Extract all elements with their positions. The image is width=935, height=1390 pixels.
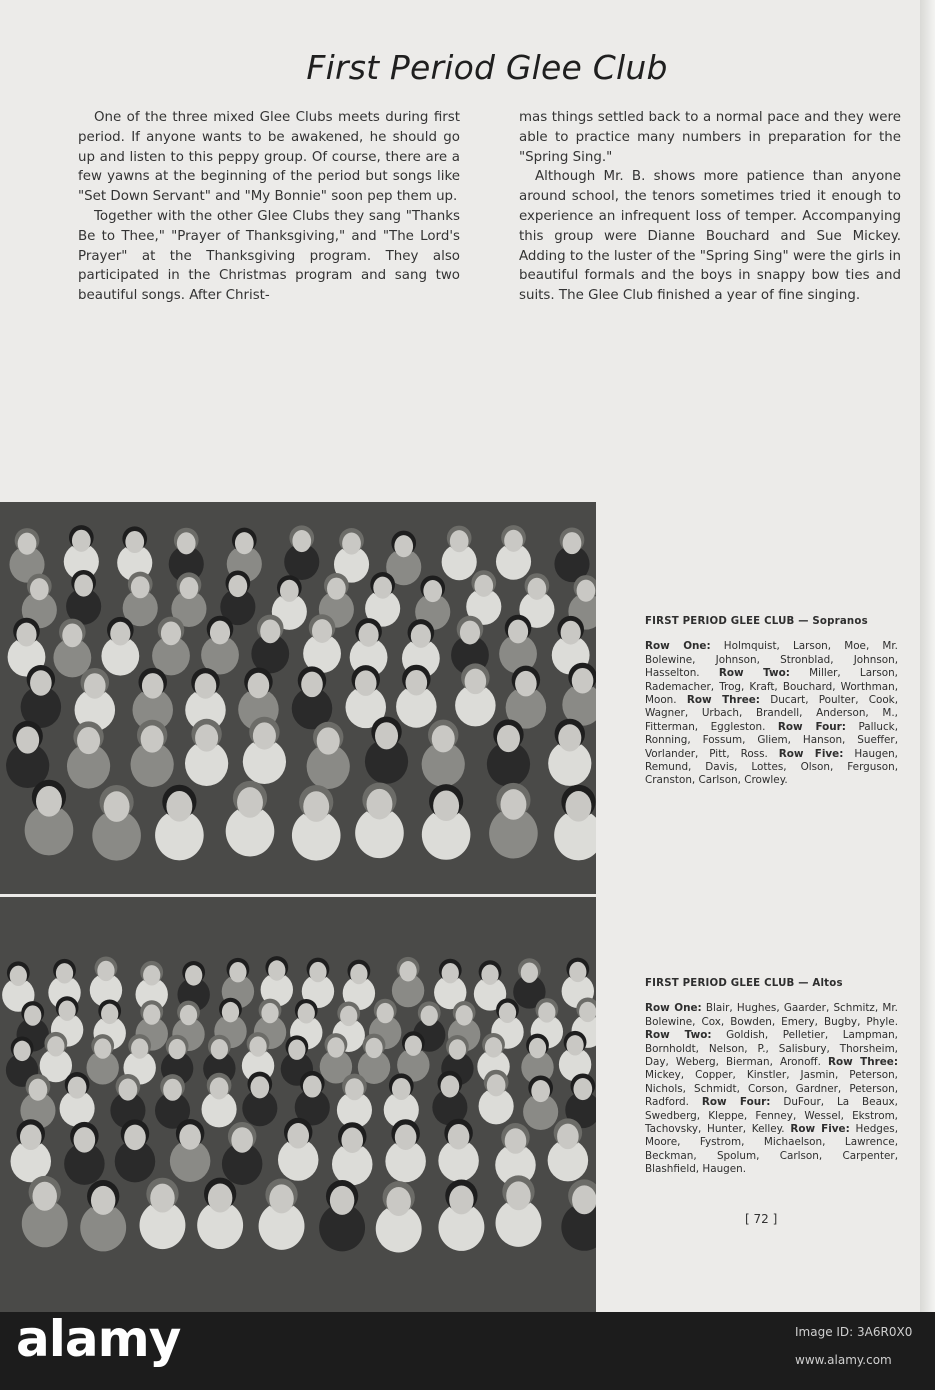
figure-face	[222, 1002, 239, 1022]
figure-face	[269, 1184, 293, 1213]
figure-face	[505, 1128, 527, 1154]
row-label: Row Three:	[828, 1056, 898, 1069]
figure-face	[538, 1002, 555, 1022]
watermark-image-id: Image ID: 3A6R0X0	[795, 1325, 913, 1339]
figure-face	[161, 621, 181, 645]
figure-face	[558, 724, 581, 751]
watermark-logo: alamy	[16, 1310, 181, 1368]
row-label: Row Five:	[778, 747, 844, 760]
figure-face	[13, 1041, 30, 1061]
figure-face	[399, 961, 416, 981]
body-column-right	[519, 108, 901, 306]
row-label: Row Three:	[686, 694, 760, 707]
caption-heading: FIRST PERIOD GLEE CLUB — Altos	[645, 978, 843, 989]
paragraph: Together with the other Glee Clubs they sang "Thanks Be to Thee," "Prayer of Thanksgiving," and "The Lord's Prayer" at the Thanksgiving program. They also participated in the Christmas program and sang two beautiful songs. After Christ-	[78, 208, 460, 304]
figure-face	[229, 575, 248, 597]
figure-face	[280, 580, 299, 602]
figure-face	[288, 1040, 305, 1060]
figure-face	[327, 1037, 344, 1057]
figure-face	[355, 670, 377, 696]
figure-face	[499, 1003, 516, 1023]
caption-altos	[645, 977, 898, 1177]
paragraph: Although Mr. B. shows more patience than anyone around school, the tenors sometimes tried it enough to experience an infrequent loss of temper. Accompanying this group were Dianne Bouchard and Sue Mickey. Adding to the luster of the "Spring Sing" were the girls in beautiful formals and the boys in snappy bow ties and suits. The Glee Club finished a year of fine singing.	[519, 169, 901, 304]
row-names: DuFour, La Beaux, Swedberg, Kleppe, Fenney, Wessel, Ekstrom, Tachovsky, Hunter, Kelley.	[645, 1096, 898, 1136]
figure-face	[180, 1005, 197, 1025]
figure-face	[131, 576, 150, 598]
figure-face	[125, 531, 144, 553]
figure-face	[506, 1181, 530, 1210]
figure-face	[74, 575, 93, 597]
figure-face	[142, 673, 164, 699]
figure-face	[441, 1075, 460, 1097]
figure-face	[375, 722, 398, 749]
watermark-url: www.alamy.com	[795, 1353, 892, 1367]
figure-face	[531, 1080, 550, 1102]
figure-face	[101, 1004, 118, 1024]
figure-face	[58, 1000, 75, 1020]
figure-face	[141, 725, 164, 752]
figure-face	[504, 530, 523, 552]
figure-face	[119, 1078, 138, 1100]
figure-face	[406, 670, 428, 696]
row-label: Row Four:	[701, 1096, 771, 1109]
figure-face	[253, 722, 276, 749]
figure-face	[229, 962, 246, 982]
figure-face	[460, 621, 480, 645]
row-names: Hedges, Moore, Fystrom, Michaelson, Lawrence, Beckman, Spolum, Carlson, Carpenter, Blashfield, Haugen.	[645, 1123, 899, 1176]
figure-face	[373, 577, 392, 599]
figure-face	[77, 727, 100, 754]
page-gutter-shadow	[920, 0, 935, 1312]
figure-face	[411, 624, 431, 648]
figure-face	[392, 1078, 411, 1100]
figure-face	[572, 1185, 596, 1214]
figure-face	[528, 578, 547, 600]
figure-face	[74, 1127, 96, 1153]
row-label: Row One:	[645, 640, 711, 653]
photo-altos-image	[0, 897, 596, 1312]
figure-face	[579, 1002, 596, 1022]
figure-face	[500, 789, 526, 820]
figure-face	[237, 787, 263, 818]
row-label: Row One:	[645, 1002, 702, 1015]
figure-face	[340, 1006, 357, 1026]
row-names: Palluck, Ronning, Fossum, Gliem, Hanson, Sueffer, Vorlander, Pitt, Ross.	[645, 720, 898, 760]
figure-face	[394, 535, 413, 557]
paragraph: One of the three mixed Glee Clubs meets during first period. If anyone wants to be awakened, he should go up and listen to this peppy group. Of course, there are a few yawns at the beginning of the period but songs like "Set Down Servant" and "My Bonnie" soon pep them up.	[78, 110, 460, 205]
row-names: Goldish, Pelletier, Lampman, Bornholdt, Nelson, P., Salisbury, Thorsheim, Day, Weberg, Bierman, Aronoff.	[645, 1029, 898, 1069]
figure-face	[449, 1039, 466, 1059]
figure-face	[365, 1038, 382, 1058]
figure-face	[432, 725, 455, 752]
figure-face	[24, 1005, 41, 1025]
figure-face	[177, 532, 196, 554]
body-column-left	[78, 108, 460, 306]
figure-face	[563, 532, 582, 554]
figure-face	[421, 1006, 438, 1026]
figure-face	[474, 575, 493, 597]
figure-face	[124, 1125, 146, 1151]
figure-face	[29, 1079, 48, 1101]
figure-face	[110, 622, 130, 646]
figure-face	[68, 1077, 87, 1099]
figure-face	[179, 1124, 201, 1150]
figure-face	[423, 580, 442, 602]
figure-face	[448, 1124, 470, 1150]
row-names: Blair, Hughes, Gaarder, Schmitz, Mr. Bolewine, Cox, Bowden, Emery, Bugby, Phyle.	[645, 1002, 898, 1028]
figure-face	[561, 621, 581, 645]
figure-face	[442, 963, 459, 983]
page-title: First Period Glee Club	[306, 48, 668, 87]
row-names: Holmquist, Larson, Moe, Mr. Bolewine, Johnson, Stronblad, Johnson, Hasselton.	[645, 640, 898, 680]
page-number: [ 72 ]	[745, 1212, 778, 1226]
caption-sopranos	[645, 615, 898, 788]
figure-face	[342, 533, 361, 555]
figure-face	[195, 724, 218, 751]
figure-face	[56, 963, 73, 983]
figure-face	[10, 966, 27, 986]
figure-face	[465, 669, 487, 695]
figure-face	[163, 1079, 182, 1101]
figure-face	[485, 1037, 502, 1057]
figure-face	[450, 530, 469, 552]
figure-face	[292, 530, 311, 552]
row-names: Mickey, Copper, Kinstler, Jasmin, Peterson, Nichols, Schmidt, Corson, Gardner, Peterson, Radford.	[645, 1069, 898, 1109]
figure-face	[166, 791, 192, 822]
figure-face	[235, 532, 254, 554]
figure-face	[330, 1186, 354, 1215]
figure-face	[268, 960, 285, 980]
figure-face	[566, 1035, 583, 1055]
caption-heading: FIRST PERIOD GLEE CLUB — Sopranos	[645, 616, 868, 627]
figure-face	[508, 620, 528, 644]
figure-face	[91, 1186, 115, 1215]
figure-face	[97, 961, 114, 981]
sopranos-group-photo	[0, 502, 596, 894]
figure-face	[211, 1039, 228, 1059]
figure-face	[195, 673, 217, 699]
figure-face	[298, 1003, 315, 1023]
figure-face	[303, 1075, 322, 1097]
figure-face	[72, 530, 91, 552]
altos-group-photo	[0, 897, 596, 1312]
figure-face	[367, 789, 393, 820]
figure-face	[350, 964, 367, 984]
figure-face	[260, 619, 280, 643]
caption-body	[645, 1002, 898, 1176]
figure-face	[261, 1003, 278, 1023]
figure-face	[317, 727, 340, 754]
figure-face	[20, 1125, 42, 1151]
figure-face	[30, 578, 49, 600]
figure-face	[481, 964, 498, 984]
row-label: Row Four:	[777, 720, 846, 733]
row-label: Row Two:	[718, 667, 790, 680]
figure-face	[62, 623, 82, 647]
figure-face	[529, 1038, 546, 1058]
figure-face	[169, 1039, 186, 1059]
photo-sopranos-image	[0, 502, 596, 894]
figure-face	[497, 725, 520, 752]
figure-face	[521, 962, 538, 982]
figure-face	[377, 1003, 394, 1023]
figure-face	[210, 621, 230, 645]
figure-face	[303, 791, 329, 822]
row-label: Row Two:	[645, 1029, 712, 1042]
figure-face	[94, 1038, 111, 1058]
figure-face	[577, 580, 596, 602]
paragraph: mas things settled back to a normal pace and they were able to practice many numbers in preparation for the "Spring Sing."	[519, 110, 901, 165]
row-names: Miller, Larson, Rademacher, Trog, Kraft, Bouchard, Worthman, Moon.	[645, 667, 898, 707]
row-names: Haugen, Remund, Davis, Lottes, Olson, Ferguson, Cranston, Carlson, Crowley.	[645, 747, 898, 787]
figure-face	[386, 1187, 410, 1216]
figure-face	[36, 786, 62, 817]
figure-face	[16, 623, 36, 647]
figure-face	[210, 1077, 229, 1099]
figure-face	[557, 1124, 579, 1150]
figure-face	[185, 965, 202, 985]
figure-face	[487, 1074, 506, 1096]
figure-face	[301, 672, 323, 698]
figure-face	[433, 790, 459, 821]
figure-face	[341, 1127, 363, 1153]
figure-face	[208, 1184, 232, 1213]
figure-face	[405, 1035, 422, 1055]
figure-face	[30, 670, 52, 696]
figure-face	[104, 791, 130, 822]
figure-face	[327, 578, 346, 600]
figure-face	[456, 1005, 473, 1025]
figure-face	[150, 1184, 174, 1213]
figure-face	[249, 1036, 266, 1056]
figure-face	[231, 1127, 253, 1153]
figure-face	[47, 1036, 64, 1056]
figure-face	[449, 1185, 473, 1214]
figure-face	[180, 577, 199, 599]
figure-face	[143, 1004, 160, 1024]
caption-body	[645, 640, 898, 787]
figure-face	[143, 965, 160, 985]
figure-face	[395, 1124, 417, 1150]
figure-face	[358, 623, 378, 647]
figure-face	[309, 962, 326, 982]
figure-face	[312, 619, 332, 643]
figure-face	[32, 1182, 56, 1211]
row-label: Row Five:	[790, 1123, 850, 1136]
figure-face	[131, 1038, 148, 1058]
figure-face	[18, 533, 37, 555]
figure-face	[248, 673, 270, 699]
figure-face	[572, 668, 594, 694]
figure-face	[566, 791, 592, 822]
figure-face	[250, 1076, 269, 1098]
figure-face	[345, 1078, 364, 1100]
figure-face	[287, 1123, 309, 1149]
figure-face	[573, 1078, 592, 1100]
figure-face	[569, 962, 586, 982]
figure-face	[515, 671, 537, 697]
row-names: Ducart, Poulter, Cook, Wagner, Urbach, Brandell, Anderson, M., Fitterman, Eggleston.	[645, 694, 899, 733]
figure-face	[16, 726, 39, 753]
figure-face	[84, 673, 106, 699]
